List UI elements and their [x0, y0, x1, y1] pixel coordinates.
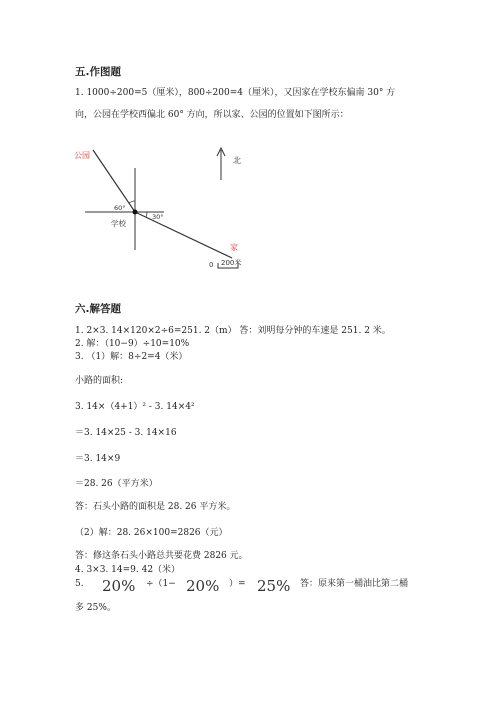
question-5-number: 5.	[75, 579, 84, 589]
answer-line: 答：修这条石头小路总共要花费 2826 元。	[75, 551, 248, 561]
q5-operator: ÷（1−	[146, 579, 176, 589]
scale-unit-label: 200米	[221, 259, 242, 267]
school-label: 学校	[111, 219, 126, 228]
school-point	[133, 210, 138, 215]
section-heading-drawing: 五.作图题	[75, 66, 121, 78]
answer-line: ＝3. 14×9	[75, 454, 121, 464]
location-diagram	[0, 0, 500, 300]
angle-60-label: 60°	[114, 204, 126, 212]
answer-line: ＝28. 26（平方米）	[75, 479, 158, 489]
question-1-text-line2: 向，公园在学校西偏北 60° 方向，所以家、公园的位置如下图所示：	[75, 110, 349, 120]
north-label: 北	[233, 156, 241, 165]
answer-line: ＝3. 14×25 - 3. 14×16	[75, 428, 177, 438]
answer-line: （2）解：28. 26×100=2826（元）	[75, 528, 228, 538]
q5-value-second: 20%	[186, 577, 220, 595]
q5-result: 25%	[257, 577, 291, 595]
angle-arc-60	[129, 201, 135, 203]
question-1-text-line1: 1. 1000÷200=5（厘米），800÷200=4（厘米），又因家在学校东偏南 30° 方	[75, 88, 396, 98]
park-label: 公园	[74, 151, 90, 160]
line-to-home	[135, 212, 232, 258]
angle-30-label: 30°	[152, 213, 164, 221]
q5-value-first: 20%	[102, 577, 136, 595]
answer-line: 2. 解：（10−9）÷10=10%	[75, 339, 190, 349]
line-to-park	[93, 150, 135, 212]
answer-line: 3. （1）解：8÷2=4（米）	[75, 352, 188, 362]
q5-answer-line2: 多 25%。	[75, 603, 116, 613]
q5-close-equals: ）=	[229, 579, 246, 589]
answer-line: 答：石头小路的面积是 28. 26 平方米。	[75, 502, 236, 512]
home-label: 家	[230, 243, 238, 252]
scale-zero-label: 0	[209, 261, 214, 269]
answer-line: 小路的面积:	[75, 376, 124, 386]
q5-answer-line1: 答：原来第一桶油比第二桶	[300, 579, 409, 589]
answer-line: 3. 14×（4+1）² - 3. 14×4²	[75, 402, 195, 412]
section-heading-solutions: 六.解答题	[75, 303, 121, 315]
answer-line: 4. 3×3. 14=9. 42（米）	[75, 565, 181, 575]
answer-line: 1. 2×3. 14×120×2÷6=251. 2（m） 答：刘明每分钟的车速是 251. 2 米。	[75, 326, 391, 336]
angle-arc-30	[146, 212, 147, 217]
